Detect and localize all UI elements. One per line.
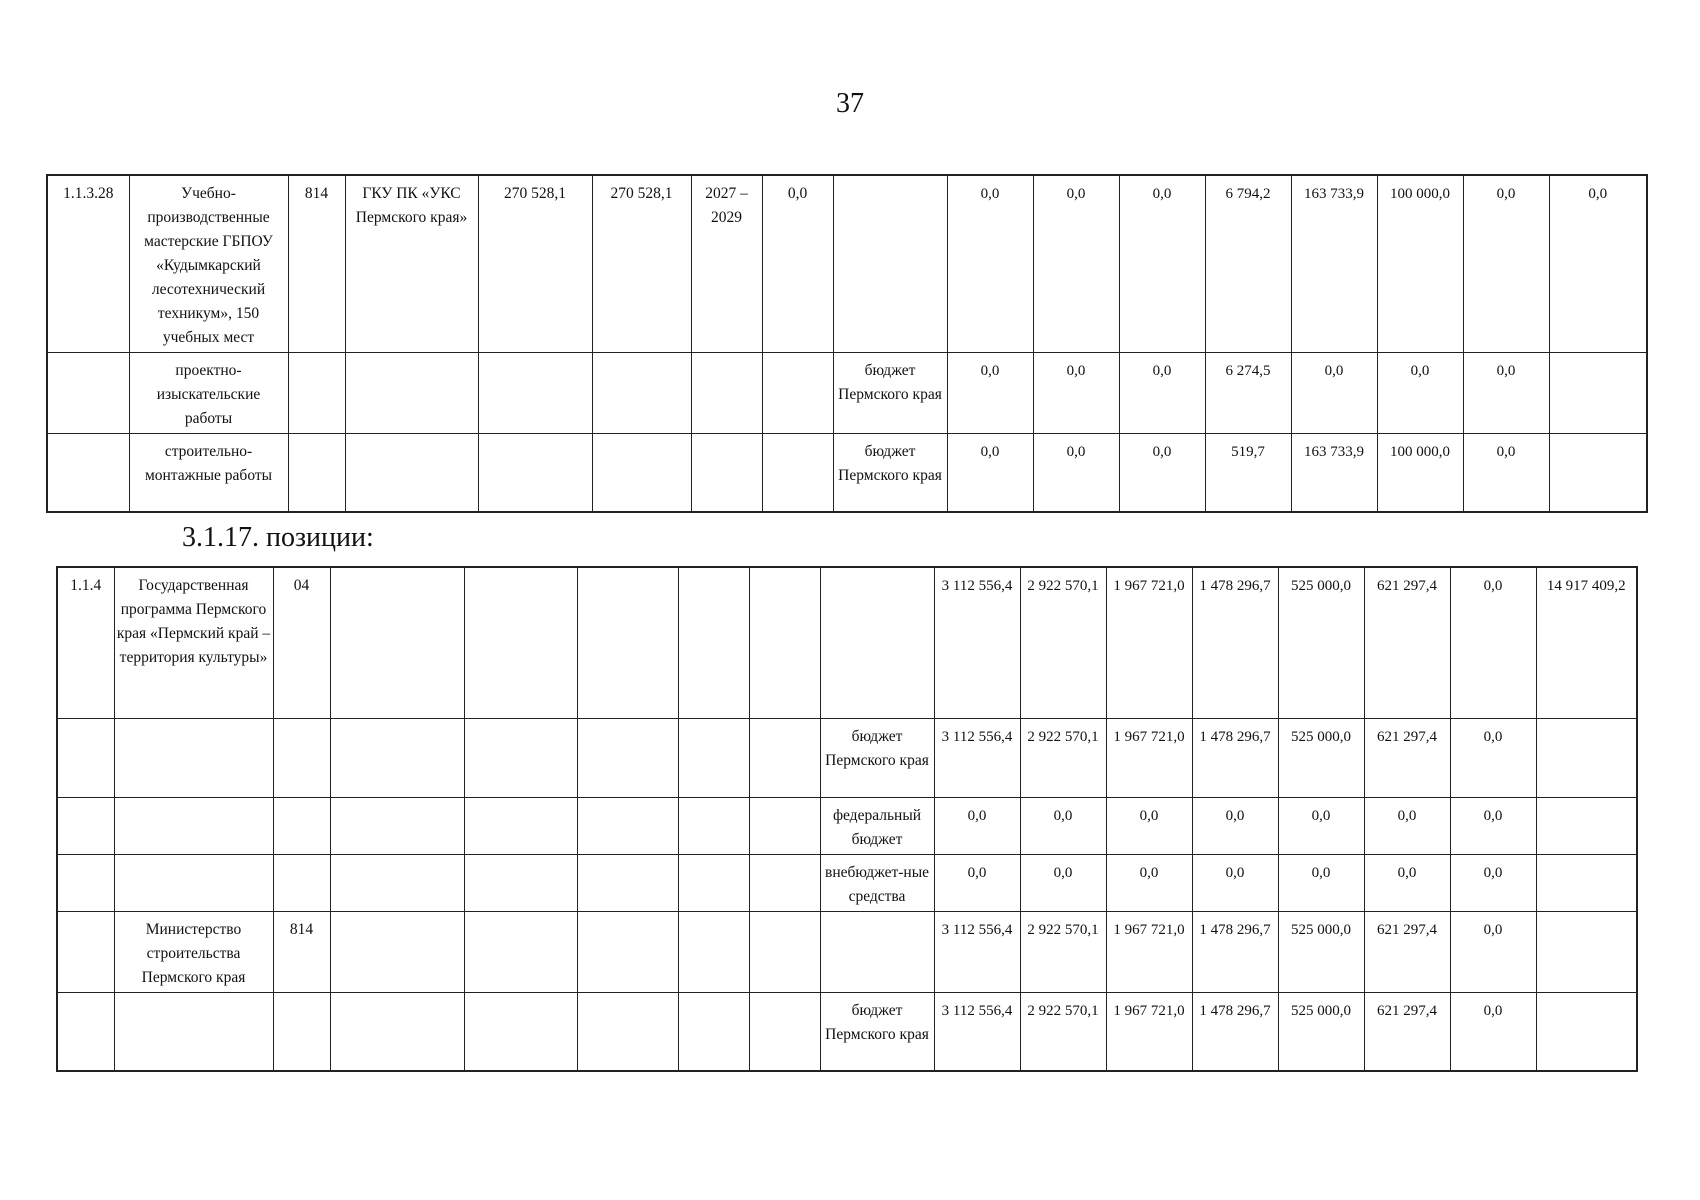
row-value: 1 478 296,7 [1192, 992, 1278, 1071]
row-source [820, 911, 934, 992]
empty-cell [749, 718, 820, 797]
row-value: 0,0 [1119, 434, 1205, 512]
empty-cell [749, 854, 820, 911]
row-value: 3 112 556,4 [934, 718, 1020, 797]
empty-cell [678, 992, 749, 1071]
row-value: 0,0 [1020, 797, 1106, 854]
row-name [114, 854, 273, 911]
empty-cell [464, 992, 577, 1071]
row-code [57, 911, 114, 992]
row-value: 0,0 [1450, 797, 1536, 854]
empty-cell [749, 797, 820, 854]
row-value: 0,0 [934, 854, 1020, 911]
row-name [114, 797, 273, 854]
row-value: 1 478 296,7 [1192, 718, 1278, 797]
row-grbs [273, 854, 330, 911]
row-source: федеральный бюджет [820, 797, 934, 854]
row-value: 1 967 721,0 [1106, 992, 1192, 1071]
row-value: 0,0 [1463, 353, 1549, 434]
row-value: 100 000,0 [1377, 434, 1463, 512]
row-value [1536, 992, 1637, 1071]
row-value: 2 922 570,1 [1020, 992, 1106, 1071]
row-cost-estimate [592, 353, 691, 434]
row-grbs [273, 992, 330, 1071]
empty-cell [678, 567, 749, 718]
row-code [57, 854, 114, 911]
empty-cell [330, 911, 464, 992]
row-grbs: 04 [273, 567, 330, 718]
row-cost-total [478, 434, 592, 512]
table-row [57, 911, 1637, 992]
empty-cell [577, 911, 678, 992]
row-grbs [288, 353, 345, 434]
empty-cell [330, 797, 464, 854]
empty-cell [577, 718, 678, 797]
row-period: 2027 – 2029 [691, 175, 762, 353]
row-value: 3 112 556,4 [934, 911, 1020, 992]
row-paid: 0,0 [762, 175, 833, 353]
empty-cell [678, 911, 749, 992]
row-name: Министерство строительства Пермского края [114, 911, 273, 992]
row-value: 2 922 570,1 [1020, 567, 1106, 718]
row-value: 0,0 [1450, 911, 1536, 992]
row-name: строительно-монтажные работы [129, 434, 288, 512]
row-value: 6 794,2 [1205, 175, 1291, 353]
row-grbs [288, 434, 345, 512]
row-source [833, 175, 947, 353]
row-value: 1 478 296,7 [1192, 567, 1278, 718]
row-value: 525 000,0 [1278, 992, 1364, 1071]
empty-cell [464, 567, 577, 718]
row-name: Государственная программа Пермского края «Пермский край – территория культуры» [114, 567, 273, 718]
row-code [47, 353, 129, 434]
row-value: 0,0 [1119, 175, 1205, 353]
empty-cell [464, 797, 577, 854]
row-value: 0,0 [1450, 854, 1536, 911]
table-row [57, 567, 1637, 718]
empty-cell [678, 718, 749, 797]
row-value [1549, 353, 1647, 434]
row-value: 14 917 409,2 [1536, 567, 1637, 718]
empty-cell [330, 854, 464, 911]
row-value: 525 000,0 [1278, 911, 1364, 992]
empty-cell [464, 911, 577, 992]
row-cost-estimate [592, 434, 691, 512]
row-cost-total [478, 353, 592, 434]
row-value: 3 112 556,4 [934, 567, 1020, 718]
row-cost-estimate: 270 528,1 [592, 175, 691, 353]
row-value: 0,0 [1106, 797, 1192, 854]
row-source: бюджет Пермского края [833, 353, 947, 434]
empty-cell [464, 718, 577, 797]
row-value: 621 297,4 [1364, 911, 1450, 992]
table-object-1-1-3-28 [46, 174, 1648, 513]
empty-cell [749, 992, 820, 1071]
row-cost-total: 270 528,1 [478, 175, 592, 353]
row-value: 6 274,5 [1205, 353, 1291, 434]
row-value: 0,0 [1291, 353, 1377, 434]
row-value: 0,0 [947, 175, 1033, 353]
row-name: проектно-изыскательские работы [129, 353, 288, 434]
empty-cell [464, 854, 577, 911]
row-source: бюджет Пермского края [820, 992, 934, 1071]
row-executor: ГКУ ПК «УКС Пермского края» [345, 175, 478, 353]
row-value: 0,0 [1450, 567, 1536, 718]
row-paid [762, 434, 833, 512]
row-code: 1.1.3.28 [47, 175, 129, 353]
row-value: 163 733,9 [1291, 175, 1377, 353]
empty-cell [577, 797, 678, 854]
row-name: Учебно-производственные мастерские ГБПОУ «Кудымкарский лесотехнический техникум», 150 учебных мест [129, 175, 288, 353]
page-number: 37 [836, 88, 864, 119]
row-value: 525 000,0 [1278, 718, 1364, 797]
row-value: 1 967 721,0 [1106, 911, 1192, 992]
row-source: бюджет Пермского края [833, 434, 947, 512]
empty-cell [577, 854, 678, 911]
row-value: 1 967 721,0 [1106, 718, 1192, 797]
empty-cell [330, 718, 464, 797]
row-code [47, 434, 129, 512]
row-source: внебюджет-ные средства [820, 854, 934, 911]
row-code: 1.1.4 [57, 567, 114, 718]
row-period [691, 434, 762, 512]
table-row [57, 992, 1637, 1071]
row-period [691, 353, 762, 434]
row-value: 0,0 [947, 353, 1033, 434]
row-value: 0,0 [934, 797, 1020, 854]
row-grbs: 814 [273, 911, 330, 992]
row-grbs: 814 [288, 175, 345, 353]
empty-cell [330, 567, 464, 718]
table-row [57, 854, 1637, 911]
row-value [1536, 854, 1637, 911]
row-value: 519,7 [1205, 434, 1291, 512]
row-value: 163 733,9 [1291, 434, 1377, 512]
empty-cell [577, 992, 678, 1071]
row-code [57, 797, 114, 854]
row-value: 0,0 [1278, 854, 1364, 911]
row-value: 0,0 [1450, 718, 1536, 797]
row-value: 0,0 [1450, 992, 1536, 1071]
section-heading: 3.1.17. позиции: [182, 522, 374, 553]
row-code [57, 992, 114, 1071]
empty-cell [678, 854, 749, 911]
row-executor [345, 434, 478, 512]
row-value: 0,0 [1192, 854, 1278, 911]
row-value: 0,0 [1033, 434, 1119, 512]
row-code [57, 718, 114, 797]
row-value: 0,0 [1549, 175, 1647, 353]
empty-cell [749, 567, 820, 718]
row-value: 621 297,4 [1364, 718, 1450, 797]
table-program-1-1-4 [56, 566, 1638, 1072]
row-value [1549, 434, 1647, 512]
row-value: 0,0 [1033, 353, 1119, 434]
row-value: 621 297,4 [1364, 567, 1450, 718]
table-row [47, 434, 1647, 512]
row-value: 621 297,4 [1364, 992, 1450, 1071]
row-value: 0,0 [947, 434, 1033, 512]
row-value: 2 922 570,1 [1020, 718, 1106, 797]
row-source: бюджет Пермского края [820, 718, 934, 797]
table-row [47, 175, 1647, 353]
row-value: 0,0 [1364, 797, 1450, 854]
table-row [57, 718, 1637, 797]
row-grbs [273, 718, 330, 797]
row-value: 0,0 [1463, 175, 1549, 353]
row-name [114, 992, 273, 1071]
row-value [1536, 718, 1637, 797]
row-executor [345, 353, 478, 434]
row-value: 0,0 [1020, 854, 1106, 911]
row-paid [762, 353, 833, 434]
row-value: 0,0 [1033, 175, 1119, 353]
row-value: 3 112 556,4 [934, 992, 1020, 1071]
row-value: 0,0 [1278, 797, 1364, 854]
empty-cell [749, 911, 820, 992]
row-value: 0,0 [1364, 854, 1450, 911]
row-value: 0,0 [1463, 434, 1549, 512]
row-value: 1 967 721,0 [1106, 567, 1192, 718]
row-value: 0,0 [1119, 353, 1205, 434]
row-value: 0,0 [1377, 353, 1463, 434]
row-value: 100 000,0 [1377, 175, 1463, 353]
table-row [47, 353, 1647, 434]
empty-cell [577, 567, 678, 718]
row-name [114, 718, 273, 797]
row-value [1536, 911, 1637, 992]
row-value: 1 478 296,7 [1192, 911, 1278, 992]
row-value: 0,0 [1106, 854, 1192, 911]
table-row [57, 797, 1637, 854]
row-value: 0,0 [1192, 797, 1278, 854]
row-value [1536, 797, 1637, 854]
row-value: 2 922 570,1 [1020, 911, 1106, 992]
row-value: 525 000,0 [1278, 567, 1364, 718]
row-grbs [273, 797, 330, 854]
empty-cell [330, 992, 464, 1071]
empty-cell [678, 797, 749, 854]
row-source [820, 567, 934, 718]
